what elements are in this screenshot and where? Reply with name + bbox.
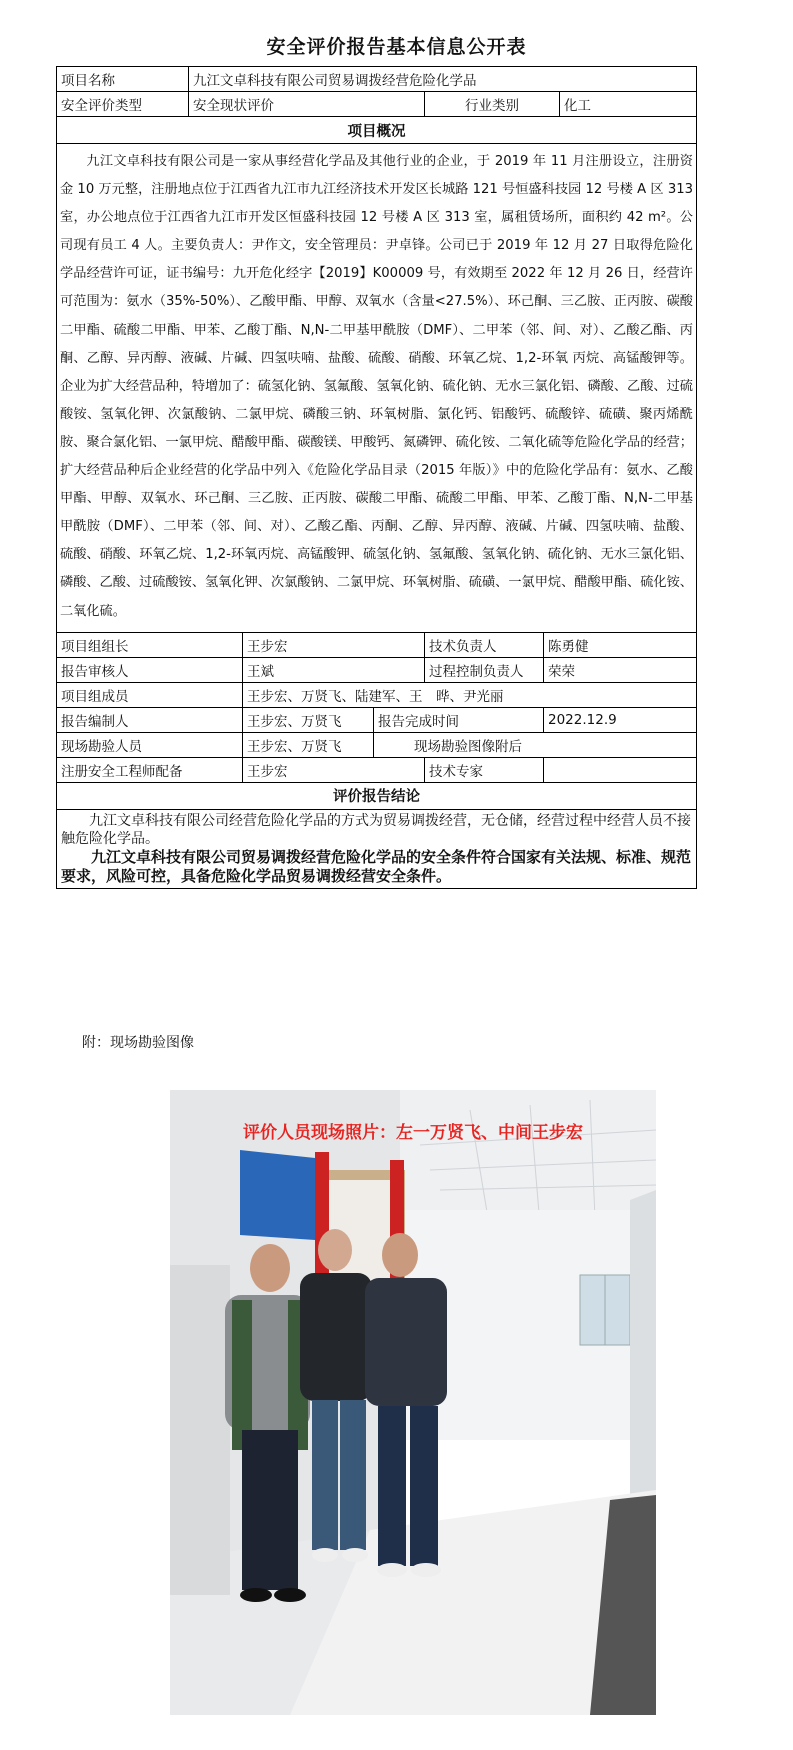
industry-label: 行业类别: [425, 92, 560, 117]
table-row: [57, 117, 697, 144]
complete-time-value: 2022.12.9: [544, 707, 697, 732]
process-control-value: 荣荣: [544, 657, 697, 682]
project-name-value: 九江文卓科技有限公司贸易调拨经营危险化学品: [189, 67, 697, 92]
expert-label: 技术专家: [425, 757, 544, 782]
info-table: [56, 66, 697, 889]
table-row: [57, 809, 697, 888]
table-row: [57, 67, 697, 92]
industry-value: 化工: [560, 92, 697, 117]
reviewer-value: 王斌: [243, 657, 425, 682]
compiler-value: 王步宏、万贤飞: [243, 707, 374, 732]
conclusion-cell: [57, 809, 697, 888]
overview-text: 九江文卓科技有限公司是一家从事经营化学品及其他行业的企业，于 2019 年 11 月注册设立，注册资金 10 万元整，注册地点位于江西省九江市九江经济技术开发区长城路 121 号恒盛科技园 12 号楼 A 区 313 室，办公地点位于江西省九江市开发区恒盛科技园 12 号楼 A 区 313 室，属租赁场所，面积约 42 m²。公司现有员工 4 人。主要负责人：尹作文，安全管理员：尹卓锋。公司已于 2019 年 12 月 27 日取得危险化学品经营许可证，证书编号：九开危化经字【2019】K00009 号，有效期至 2022 年 12 月 26 日，经营许可范围为：氨水（35%-50%）、乙酸甲酯、甲醇、双氧水（含量<27.5%）、环己酮、三乙胺、正丙胺、碳酸二甲酯、硫酸二甲酯、甲苯、乙酸丁酯、N,N-二甲基甲酰胺（DMF）、二甲苯（邻、间、对）、乙酸乙酯、丙酮、乙醇、异丙醇、液碱、片碱、四氢呋喃、盐酸、硫酸、硝酸、环氧乙烷、1,2-环氧 丙烷、高锰酸钾等。企业为扩大经营品种，特增加了：硫氢化钠、氢氟酸、氢氧化钠、硫化钠、无水三氯化铝、磷酸、乙酸、过硫酸铵、氢氧化钾、次氯酸钠、二氯甲烷、磷酸三钠、环氧树脂、氯化钙、铝酸钙、硫酸锌、硫磺、聚丙烯酰胺、聚合氯化铝、一氯甲烷、醋酸甲酯、碳酸镁、甲酸钙、氮磷钾、硫化铵、二氧化硫等危险化学品的经营；扩大经营品种后企业经营的化学品中列入《危险化学品目录（2015 年版）》中的危险化学品有：氨水、乙酸甲酯、甲醇、双氧水、环己酮、三乙胺、正丙胺、碳酸二甲酯、硫酸二甲酯、甲苯、乙酸丁酯、N,N-二甲基甲酰胺（DMF）、二甲苯（邻、间、对）、乙酸乙酯、丙酮、乙醇、异丙醇、液碱、片碱、四氢呋喃、盐酸、硫酸、硝酸、环氧乙烷、1,2-环氧丙烷、高锰酸钾、硫氢化钠、氢氟酸、氢氧化钠、硫化钠、无水三氯化铝、磷酸、乙酸、过硫酸铵、氢氧化钾、次氯酸钠、二氯甲烷、环氧树脂、硫磺、一氯甲烷、醋酸甲酯、硫化铵、二氧化硫。: [60, 154, 693, 619]
tech-lead-value: 陈勇健: [544, 632, 697, 657]
engineer-label: 注册安全工程师配备: [57, 757, 243, 782]
table-row: [57, 707, 697, 732]
members-value: 王步宏、万贤飞、陆建军、王 晔、尹光丽: [243, 682, 697, 707]
conclusion-statement: 九江文卓科技有限公司贸易调拨经营危险化学品的安全条件符合国家有关法规、标准、规范要求，风险可控，具备危险化学品贸易调拨经营安全条件。: [61, 847, 692, 885]
eval-type-value: 安全现状评价: [189, 92, 425, 117]
reviewer-label: 报告审核人: [57, 657, 243, 682]
process-control-label: 过程控制负责人: [425, 657, 544, 682]
eval-type-label: 安全评价类型: [57, 92, 189, 117]
table-row: [57, 144, 697, 633]
page-title: 安全评价报告基本信息公开表: [266, 36, 527, 58]
photo-caption: 评价人员现场照片：左一万贤飞、中间王步宏: [243, 1123, 583, 1143]
expert-value: [544, 757, 697, 782]
overview-heading: 项目概况: [57, 117, 697, 144]
complete-time-label: 报告完成时间: [374, 707, 544, 732]
survey-image-note: 现场勘验图像附后: [374, 732, 697, 757]
table-row: [57, 657, 697, 682]
table-row: [57, 782, 697, 809]
conclusion-heading: 评价报告结论: [57, 782, 697, 809]
table-row: [57, 632, 697, 657]
site-photo: [170, 1090, 656, 1715]
survey-label: 现场勘验人员: [57, 732, 243, 757]
project-name-label: 项目名称: [57, 67, 189, 92]
leader-label: 项目组组长: [57, 632, 243, 657]
engineer-value: 王步宏: [243, 757, 425, 782]
table-row: [57, 732, 697, 757]
table-row: [57, 682, 697, 707]
compiler-label: 报告编制人: [57, 707, 243, 732]
leader-value: 王步宏: [243, 632, 425, 657]
table-row: [57, 757, 697, 782]
conclusion-text: 九江文卓科技有限公司经营危险化学品的方式为贸易调拨经营，无仓储，经营过程中经营人员不接触危险化学品。: [61, 812, 691, 847]
attachment-label: 附：现场勘验图像: [82, 1035, 194, 1051]
members-label: 项目组成员: [57, 682, 243, 707]
survey-value: 王步宏、万贤飞: [243, 732, 374, 757]
tech-lead-label: 技术负责人: [425, 632, 544, 657]
overview-cell: [57, 144, 697, 633]
table-row: [57, 92, 697, 117]
